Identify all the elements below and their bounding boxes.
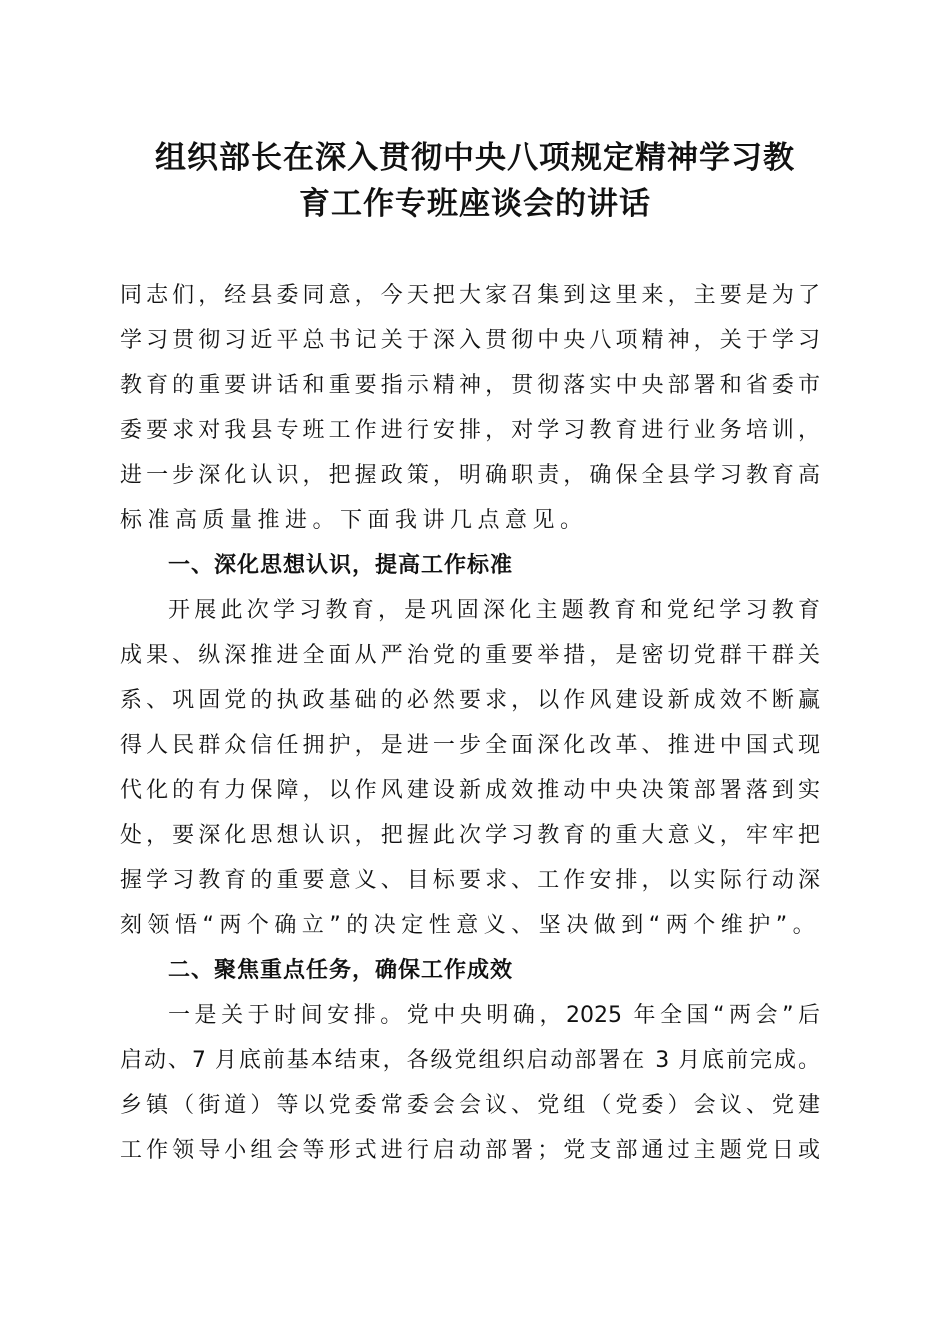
text-line: 乡镇（街道）等以党委常委会会议、党组（党委）会议、党建: [120, 1093, 820, 1118]
text-line: 学习贯彻习近平总书记关于深入贯彻中央八项精神，关于学习: [120, 328, 820, 353]
text-line: 委要求对我县专班工作进行安排，对学习教育进行业务培训，: [120, 418, 820, 443]
section-heading: [120, 543, 820, 588]
document-body: [120, 273, 820, 1173]
text-line: 刻领悟“两个确立”的决定性意义、坚决做到“两个维护”。: [120, 913, 821, 938]
text-line: 一是关于时间安排。党中央明确，2025 年全国“两会”后: [168, 1003, 820, 1028]
section-heading: [120, 948, 820, 993]
paragraph: [120, 993, 820, 1173]
text-line: 工作领导小组会等形式进行启动部署；党支部通过主题党日或: [120, 1138, 820, 1163]
text-line: 握学习教育的重要意义、目标要求、工作安排，以实际行动深: [120, 868, 820, 893]
text-line: 教育的重要讲话和重要指示精神，贯彻落实中央部署和省委市: [120, 373, 820, 398]
heading-text: 二、聚焦重点任务，确保工作成效: [168, 958, 514, 983]
text-line: 标准高质量推进。下面我讲几点意见。: [120, 508, 588, 533]
heading-text: 一、深化思想认识，提高工作标准: [168, 553, 514, 578]
paragraph: [120, 588, 820, 948]
text-line: 开展此次学习教育，是巩固深化主题教育和党纪学习教育: [168, 598, 820, 623]
text-line: 代化的有力保障，以作风建设新成效推动中央决策部署落到实: [120, 778, 820, 803]
text-line: 成果、纵深推进全面从严治党的重要举措，是密切党群干群关: [120, 643, 820, 668]
text-line: 得人民群众信任拥护，是进一步全面深化改革、推进中国式现: [120, 733, 820, 758]
text-line: 同志们，经县委同意，今天把大家召集到这里来，主要是为了: [120, 283, 820, 308]
title-line: 组织部长在深入贯彻中央八项规定精神学习教: [155, 140, 795, 176]
title-line: 育工作专班座谈会的讲话: [299, 186, 651, 222]
paragraph: [120, 273, 820, 543]
text-line: 处，要深化思想认识，把握此次学习教育的重大意义，牢牢把: [120, 823, 820, 848]
text-line: 启动、7 月底前基本结束，各级党组织启动部署在 3 月底前完成。: [120, 1048, 820, 1073]
document-title: [110, 135, 840, 227]
text-line: 进一步深化认识，把握政策，明确职责，确保全县学习教育高: [120, 463, 820, 488]
text-line: 系、巩固党的执政基础的必然要求，以作风建设新成效不断赢: [120, 688, 820, 713]
